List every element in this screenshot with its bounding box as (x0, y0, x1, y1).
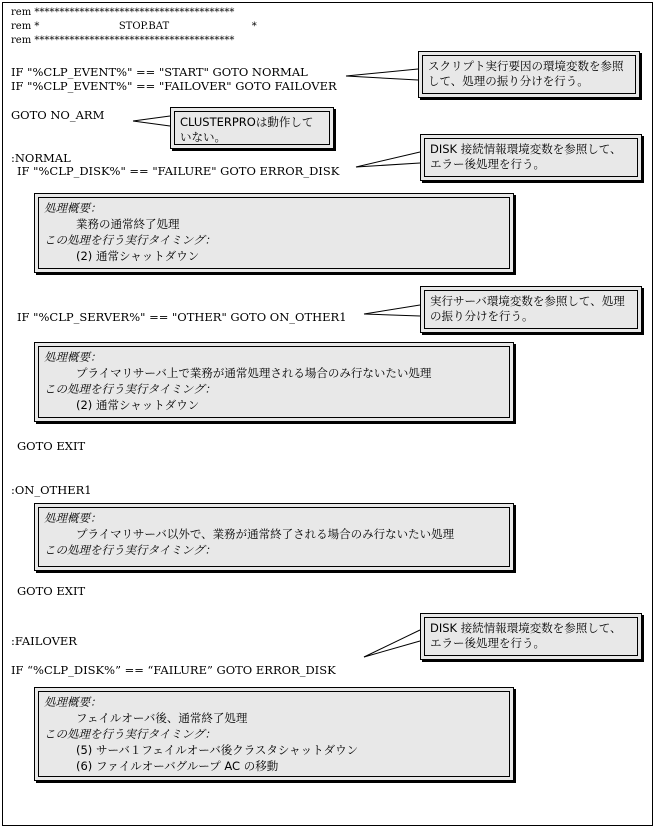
note-timing-item: (2) 通常シャットダウン (76, 398, 200, 412)
callout-event-branch (418, 51, 640, 98)
note-label: 処理概要： (44, 350, 102, 364)
code-goto-exit-1: GOTO EXIT (17, 439, 86, 453)
rem-line-2: rem * STOP.BAT * (11, 21, 257, 32)
callout-server-branch (420, 286, 642, 333)
callout-text: スクリプト実行要因の環境変数を参照して、処理の振り分けを行う。 (422, 55, 636, 94)
code-goto-noarm: GOTO NO_ARM (11, 108, 105, 122)
note-label: 処理概要： (44, 511, 102, 525)
callout-text: DISK 接続情報環境変数を参照して、エラー後処理を行う。 (424, 617, 638, 656)
note-timing-label: この処理を行う実行タイミング： (44, 233, 217, 247)
note-normal-stop (34, 193, 514, 273)
note-description: フェイルオーバ後、通常終了処理 (76, 711, 248, 725)
note-timing-label: この処理を行う実行タイミング： (44, 382, 217, 396)
callout-clusterpro-not-running (170, 107, 334, 149)
callout-text: 実行サーバ環境変数を参照して、処理の振り分けを行う。 (424, 290, 638, 329)
code-label-on-other1: :ON_OTHER1 (11, 483, 92, 497)
code-if-server: IF "%CLP_SERVER%" == "OTHER" GOTO ON_OTHER1 (17, 310, 347, 324)
note-timing-label: この処理を行う実行タイミング： (44, 543, 217, 557)
code-if-disk-1: IF "%CLP_DISK%" == "FAILURE" GOTO ERROR_DISK (17, 164, 340, 178)
note-non-primary (34, 503, 514, 571)
code-if-disk-2: IF “%CLP_DISK%” == “FAILURE” GOTO ERROR_DISK (11, 663, 336, 677)
note-description: プライマリサーバ以外で、業務が通常終了される場合のみ行ないたい処理 (76, 527, 455, 541)
note-timing-label: この処理を行う実行タイミング： (44, 727, 217, 741)
note-timing-item: (6) ファイルオーバグループ AC の移動 (76, 759, 279, 773)
note-description: 業務の通常終了処理 (76, 217, 180, 231)
rem-line-1: rem **************************************** (11, 7, 235, 18)
code-label-normal: :NORMAL (11, 151, 71, 165)
note-primary-server (34, 342, 514, 422)
code-label-failover: :FAILOVER (11, 634, 77, 648)
code-goto-exit-2: GOTO EXIT (17, 584, 86, 598)
callout-text: CLUSTERPROは動作していない。 (174, 111, 330, 145)
callout-disk-error-2 (420, 613, 642, 660)
callout-disk-error-1 (420, 134, 642, 181)
note-failover (34, 687, 514, 781)
note-label: 処理概要： (44, 201, 102, 215)
note-description: プライマリサーバ上で業務が通常処理される場合のみ行ないたい処理 (76, 366, 432, 380)
code-if-failover: IF "%CLP_EVENT%" == "FAILOVER" GOTO FAILOVER (11, 79, 337, 93)
note-timing-item: (2) 通常シャットダウン (76, 249, 200, 263)
rem-line-3: rem **************************************** (11, 35, 235, 46)
note-timing-item: (5) サーバ１フェイルオーバ後クラスタシャットダウン (76, 743, 359, 757)
code-if-start: IF "%CLP_EVENT%" == "START" GOTO NORMAL (11, 65, 308, 79)
callout-text: DISK 接続情報環境変数を参照して、エラー後処理を行う。 (424, 138, 638, 177)
note-label: 処理概要： (44, 695, 102, 709)
